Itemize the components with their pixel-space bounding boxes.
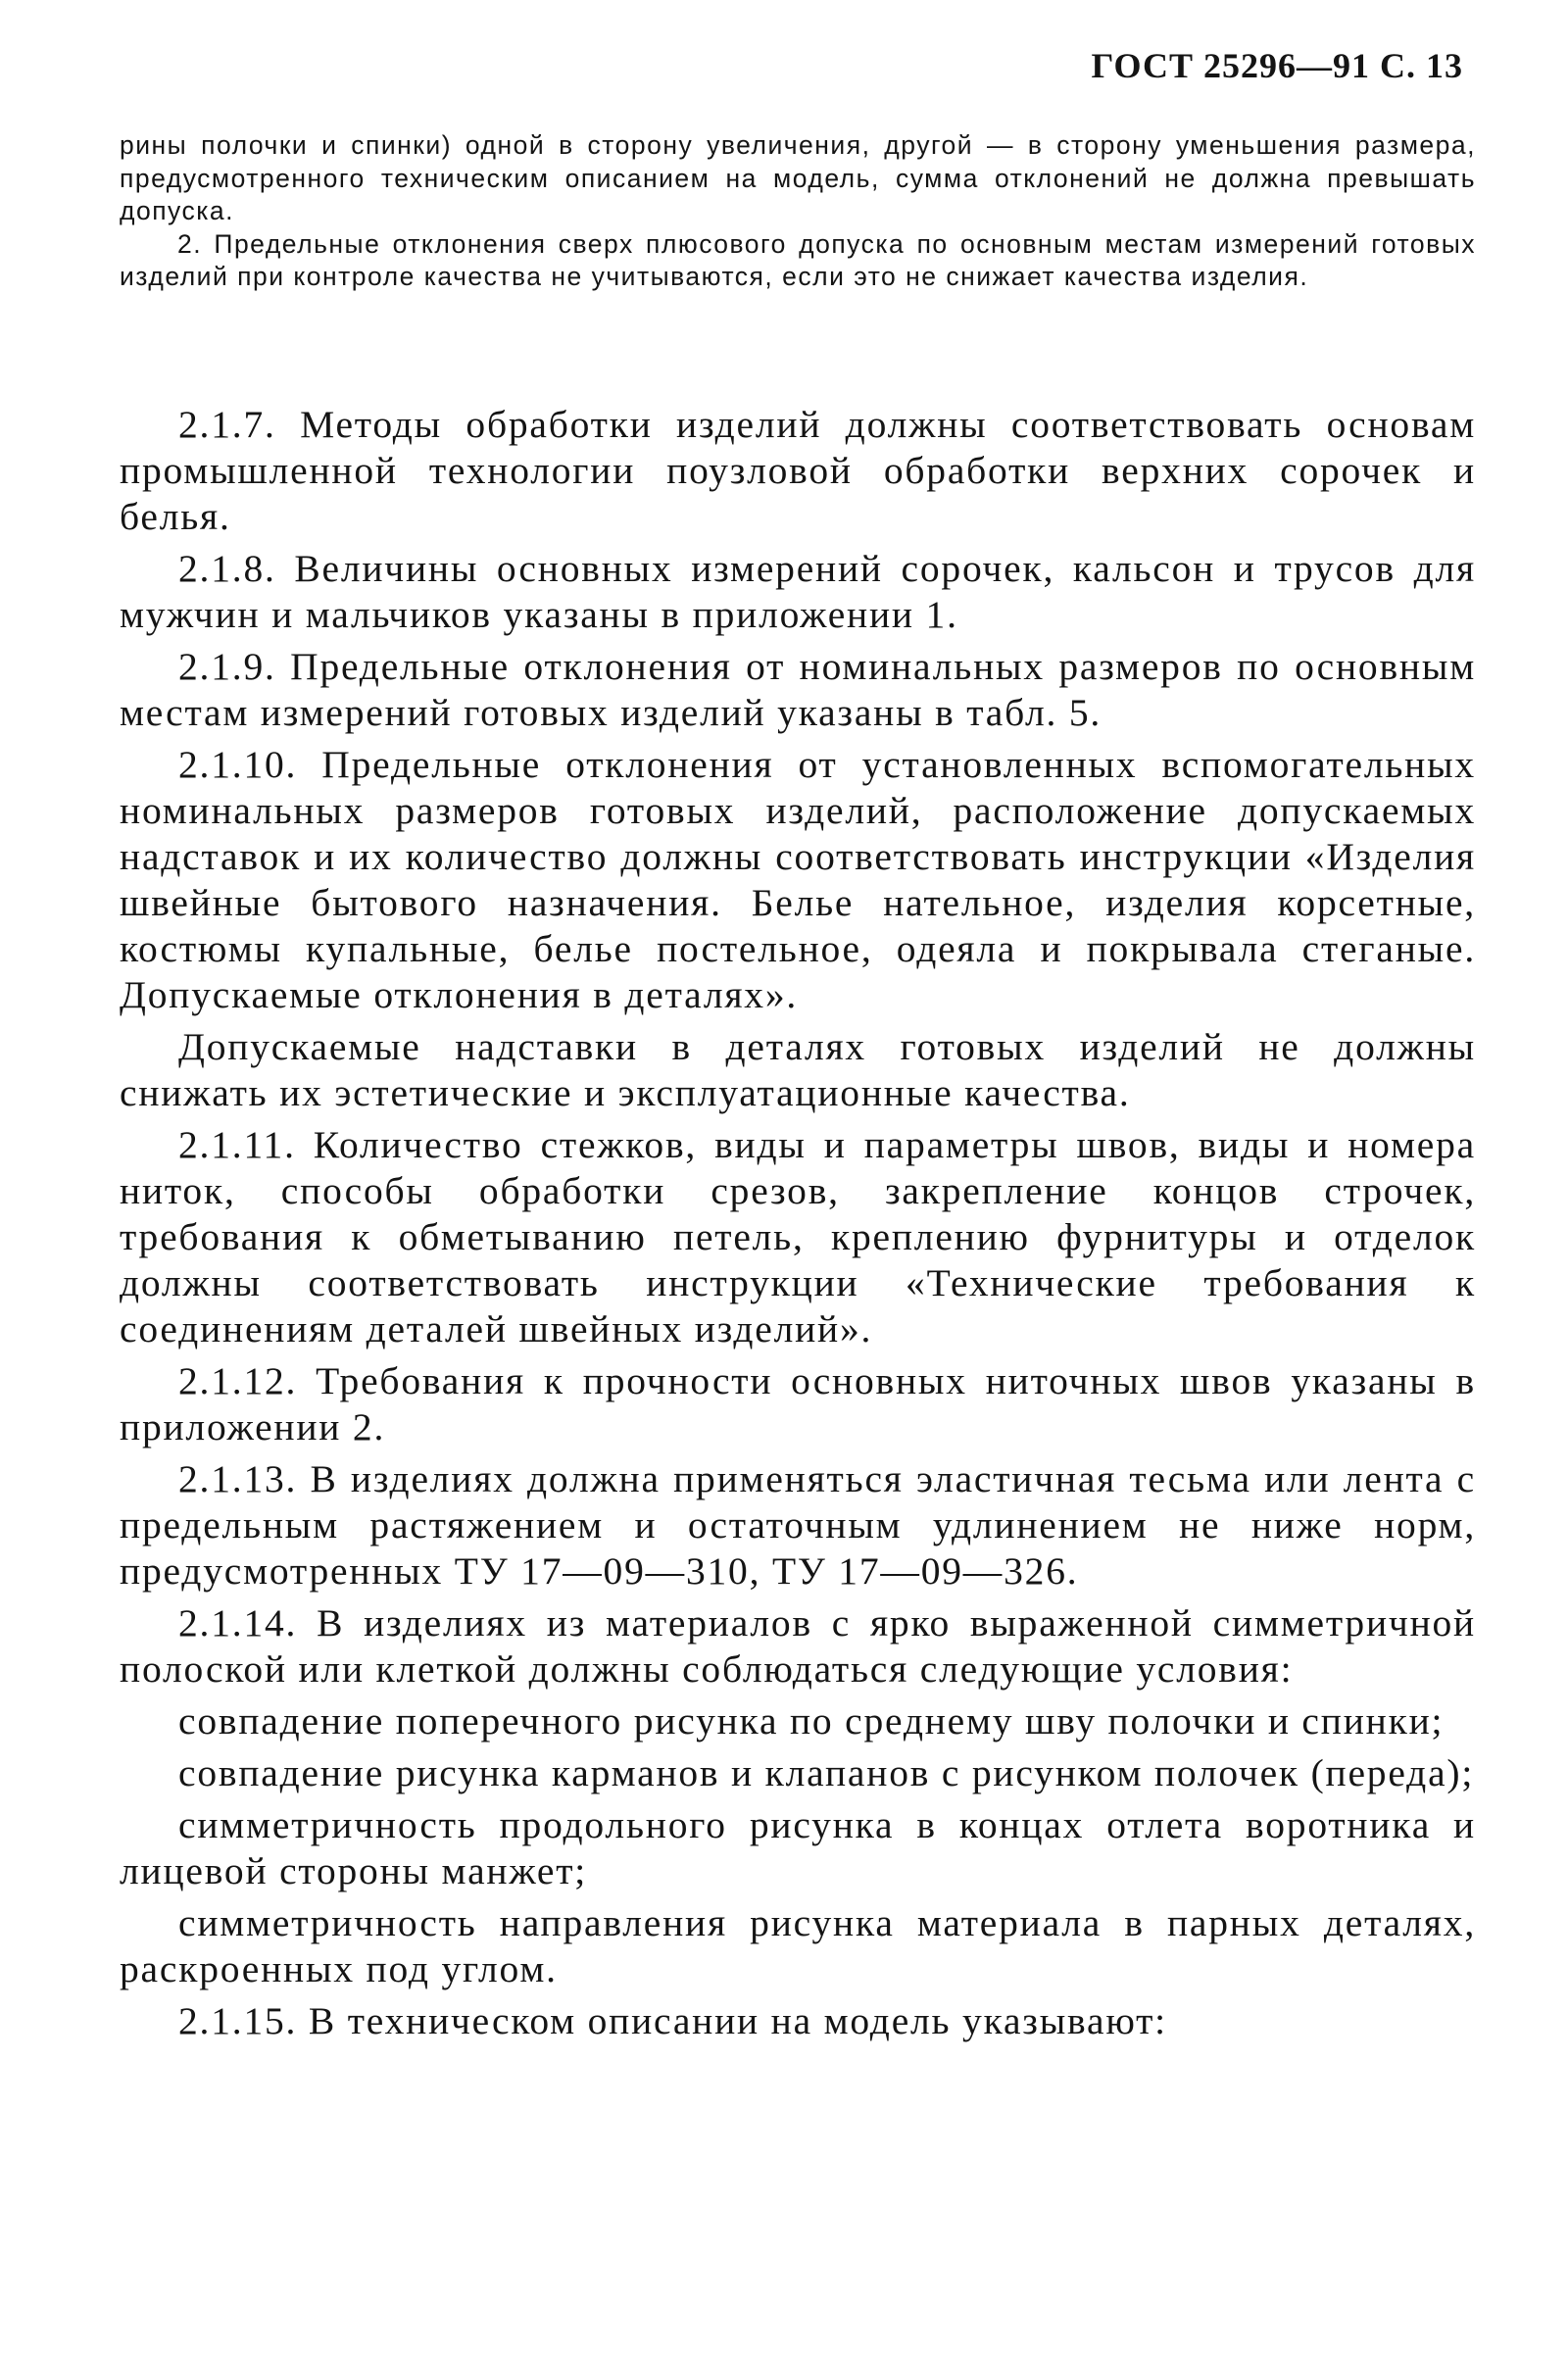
clause-2-1-14: 2.1.14. В изделиях из материалов с ярко выраженной симметричной полоской или клеткой должны соблюдаться следующие условия:: [120, 1601, 1476, 1691]
clause-2-1-13: 2.1.13. В изделиях должна применяться эластичная тесьма или лента с предельным растяжением и остаточным удлинением не ниже норм, предусмотренных ТУ 17—09—310, ТУ 17—09—326.: [120, 1457, 1476, 1593]
clause-2-1-11: 2.1.11. Количество стежков, виды и параметры швов, виды и номера ниток, способы обработки срезов, закрепление концов строчек, требования к обметыванию петель, креплению фурнитуры и отделок должны соответствовать инструкции «Технические требования к соединениям деталей швейных изделий».: [120, 1123, 1476, 1350]
condition-item: симметричность направления рисунка материала в парных деталях, раскроенных под углом.: [120, 1901, 1476, 1990]
condition-item: симметричность продольного рисунка в концах отлета воротника и лицевой стороны манжет;: [120, 1803, 1476, 1892]
clause-insets-paragraph: Допускаемые надставки в деталях готовых изделий не должны снижать их эстетические и эксплуатационные качества.: [120, 1025, 1476, 1114]
clause-2-1-12: 2.1.12. Требования к прочности основных ниточных швов указаны в приложении 2.: [120, 1359, 1476, 1448]
clause-2-1-10: 2.1.10. Предельные отклонения от установленных вспомогательных номинальных размеров готовых изделий, расположение допускаемых надставок и их количество должны соответствовать инструкции «Изделия швейные бытового назначения. Белье нательное, изделия корсетные, костюмы купальные, белье постельное, одеяла и покрывала стеганые. Допускаемые отклонения в деталях».: [120, 743, 1476, 1016]
condition-item: совпадение поперечного рисунка по среднему шву полочки и спинки;: [178, 1699, 1445, 1742]
note-2: 2. Предельные отклонения сверх плюсового допуска по основным местам измерений готовых изделий при контроле качества не учитываются, если это не снижает качества изделия.: [120, 228, 1476, 292]
clause-2-1-15: 2.1.15. В техническом описании на модель указывают:: [178, 1999, 1167, 2042]
clause-2-1-7: 2.1.7. Методы обработки изделий должны соответствовать основам промышленной технологии поузловой обработки верхних сорочек и белья.: [120, 403, 1476, 538]
condition-item: совпадение рисунка карманов и клапанов с рисунком полочек (переда);: [178, 1751, 1475, 1794]
page-header: ГОСТ 25296—91 С. 13: [1091, 46, 1463, 85]
main-text: [120, 402, 1476, 2050]
note-continuation: рины полочки и спинки) одной в сторону увеличения, другой — в сторону уменьшения размера, предусмотренного техническим описанием на модель, сумма отклонений не должна превышать допуска.: [120, 130, 1476, 226]
clause-2-1-8: 2.1.8. Величины основных измерений сорочек, кальсон и трусов для мужчин и мальчиков указаны в приложении 1.: [120, 547, 1476, 636]
clause-2-1-9: 2.1.9. Предельные отклонения от номинальных размеров по основным местам измерений готовых изделий указаны в табл. 5.: [120, 645, 1476, 734]
notes-block: [120, 129, 1476, 294]
